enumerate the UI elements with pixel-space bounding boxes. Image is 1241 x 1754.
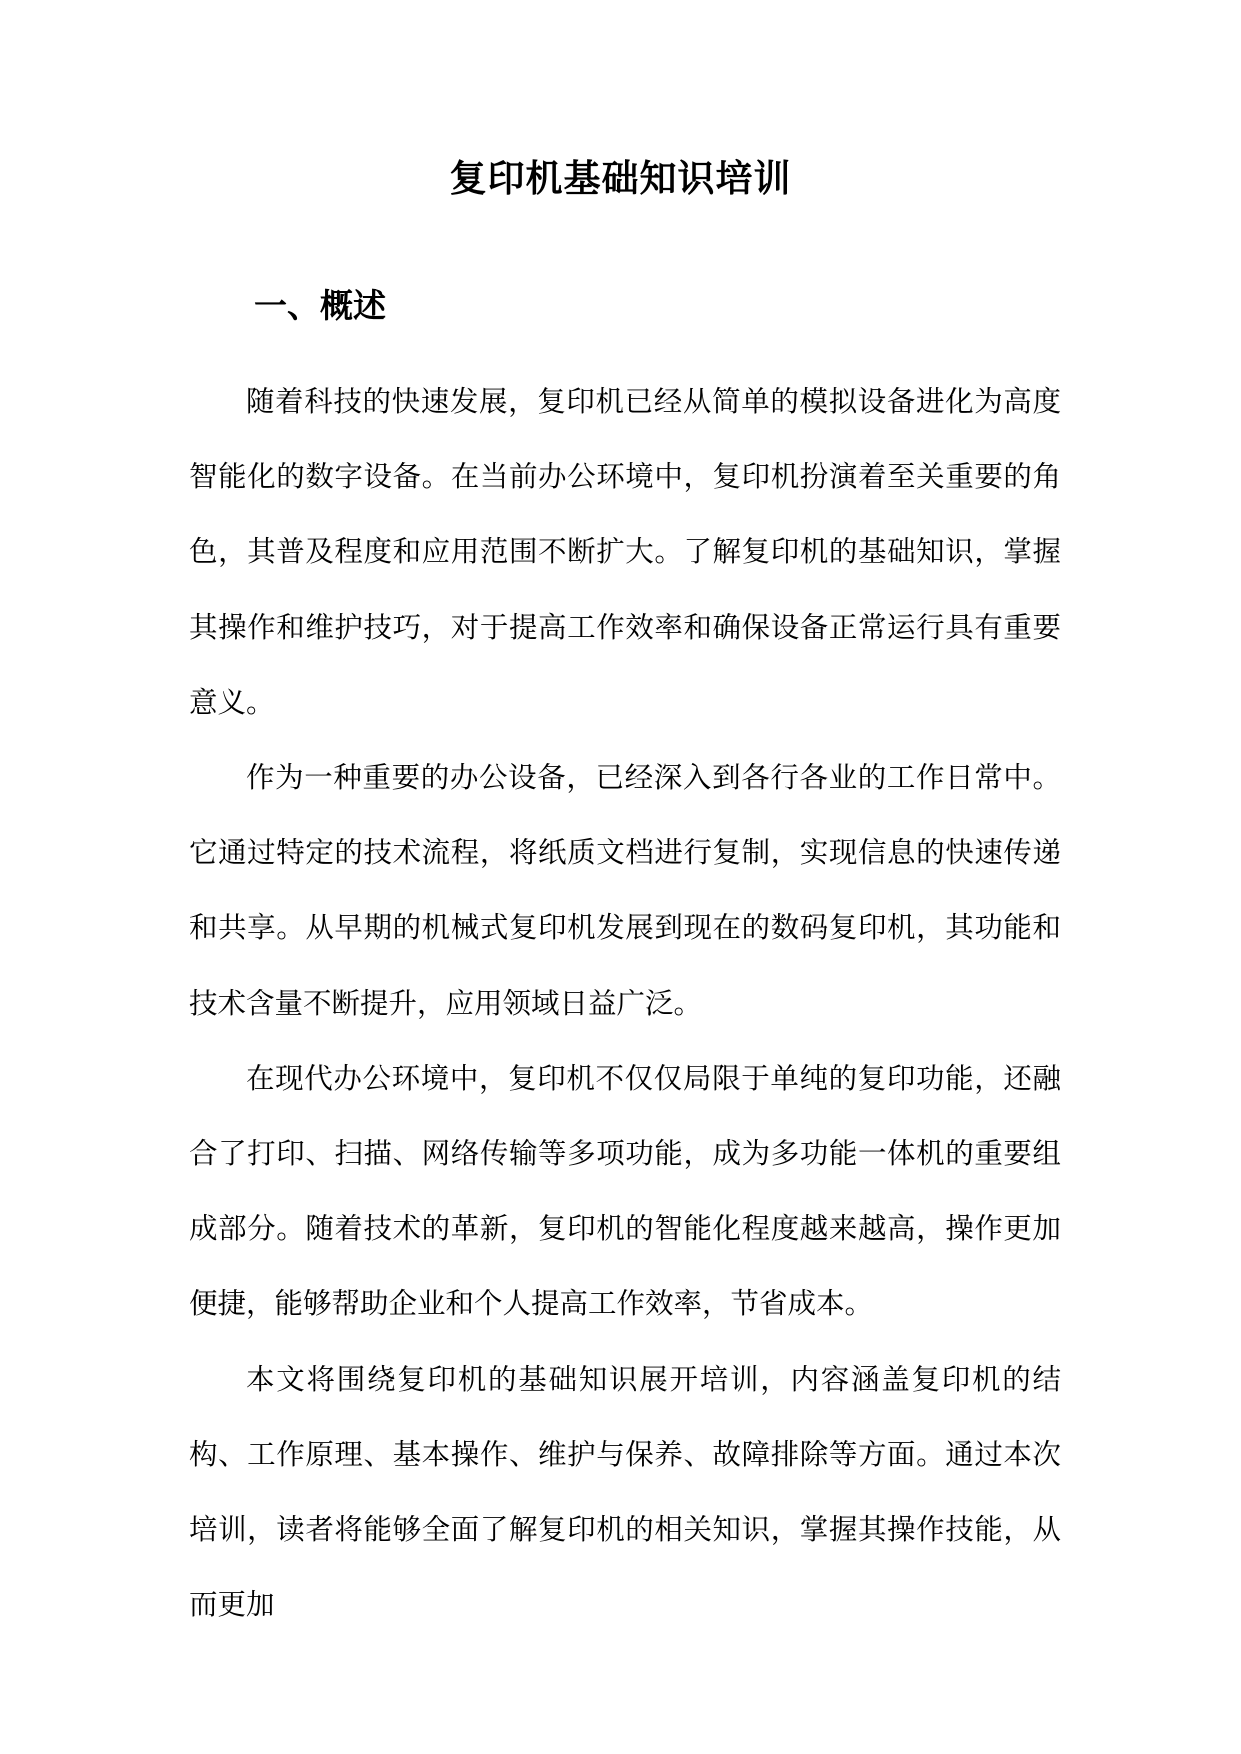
body-text bbox=[189, 364, 1061, 1642]
paragraph: 随着科技的快速发展，复印机已经从简单的模拟设备进化为高度智能化的数字设备。在当前办公环境中，复印机扮演着至关重要的角色，其普及程度和应用范围不断扩大。了解复印机的基础知识，掌握其操作和维护技巧，对于提高工作效率和确保设备正常运行具有重要意义。 bbox=[189, 385, 1061, 719]
section-heading: 一、概述 bbox=[254, 286, 386, 325]
paragraph: 在现代办公环境中，复印机不仅仅局限于单纯的复印功能，还融合了打印、扫描、网络传输等多项功能，成为多功能一体机的重要组成部分。随着技术的革新，复印机的智能化程度越来越高，操作更加便捷，能够帮助企业和个人提高工作效率，节省成本。 bbox=[189, 1061, 1061, 1321]
paragraph: 本文将围绕复印机的基础知识展开培训，内容涵盖复印机的结构、工作原理、基本操作、维护与保养、故障排除等方面。通过本次培训，读者将能够全面了解复印机的相关知识，掌握其操作技能，从而更加 bbox=[189, 1362, 1061, 1622]
paragraph: 作为一种重要的办公设备，已经深入到各行各业的工作日常中。它通过特定的技术流程，将纸质文档进行复制，实现信息的快速传递和共享。从早期的机械式复印机发展到现在的数码复印机，其功能和技术含量不断提升，应用领域日益广泛。 bbox=[189, 761, 1061, 1020]
document-title: 复印机基础知识培训 bbox=[449, 156, 792, 200]
